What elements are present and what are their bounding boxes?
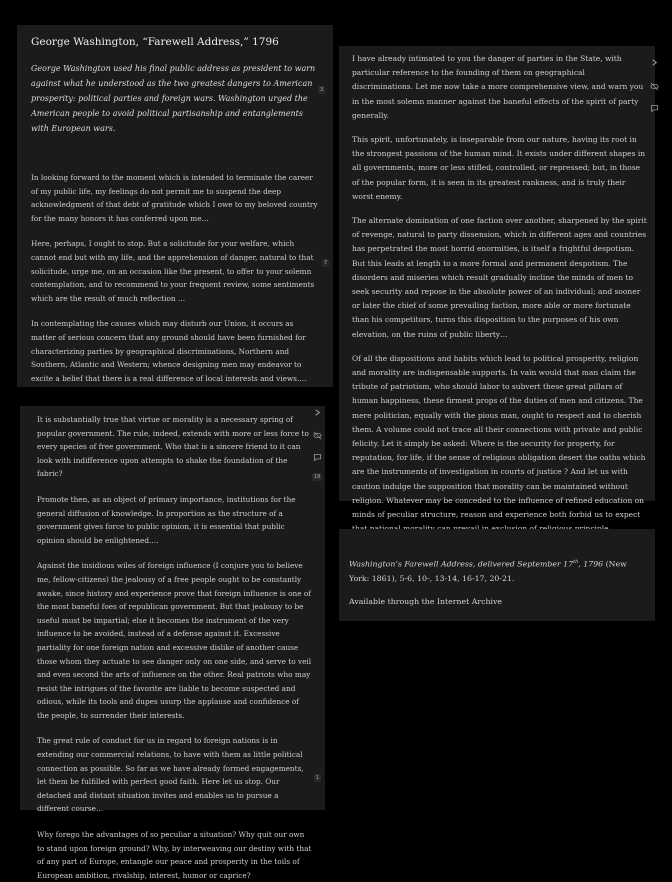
- annotation-count-badge[interactable]: 3: [320, 87, 324, 93]
- comment-icon[interactable]: [313, 453, 322, 462]
- excerpt-panel-1: [17, 25, 333, 387]
- paragraph: Of all the dispositions and habits which lead to political prosperity, religion and morality are indispensable supports. In vain would that man claim the tribute of patriotism, who should labor to subvert these great pillars of human happiness, these firmest props of the duties of men and citizens. The mere politician, equally with the pious man, ought to respect and to cherish them. A volume could not trace all their connections with private and public felicity. Let it simply be asked: Where is the security for property, for reputation, for life, if the sense of religious obligation desert the oaths which are the instruments of investigation in courts of justice ? And let us with caution indulge the supposition that morality can be maintained without religion. Whatever may be conceded to the influence of refined education on minds of peculiar structure, reason and experience both forbid us to expect: [352, 353, 646, 520]
- paragraph: This spirit, unfortunately, is inseparable from our nature, having its root in the strongest passions of the human mind. It exists under different shapes in all governments, more or less stifled, controlled, or repressed; but, in those of the popular form, it is seen in its greatest rankness, and is truly their worst enemy.: [352, 135, 646, 201]
- paragraph: Here, perhaps, I ought to stop. But a solicitude for your welfare, which cannot end but with my life, and the apprehension of danger, natural to that solicitude, urge me, on an occasion like the present, to offer to your solemn contemplation, and to recommend to your frequent review, some sentiments which are the result of much reflection …: [31, 239, 315, 303]
- annotation-count-badge[interactable]: 18: [314, 474, 321, 480]
- availability-note: Available through the Internet Archive: [349, 596, 502, 606]
- paragraph: It is substantially true that virtue or morality is a necessary spring of popular government. The rule, indeed, extends with more or less force to every species of free government. Who that is a sincere friend to it can look with indifference upon attempts to shake the foundation of the fabric?: [37, 415, 309, 479]
- annotation-count-badge[interactable]: 1: [316, 775, 320, 781]
- citation-year: , 1796: [578, 559, 604, 569]
- citation-superscript: th: [573, 559, 579, 565]
- citation-details: (New York: 1861), 5-6, 10-, 13-14, 16-17, 20-21.: [349, 559, 627, 584]
- hide-icon[interactable]: [650, 82, 659, 91]
- document-title: George Washington, “Farewell Address,” 1796: [31, 36, 279, 48]
- paragraph: I have already intimated to you the danger of parties in the State, with particular reference to the founding of them on geographical discriminations. Let me now take a more comprehensive view, and warn you in the most solemn manner against the baneful effects of the spirit of party generally.: [352, 54, 644, 120]
- paragraph: In contemplating the causes which may disturb our Union, it occurs as matter of serious concern that any ground should have been furnished for characterizing parties by geographical discriminations, Northern and Southern, Atlantic and Western; whence designing men may endeavor to excite a belief that there is a real difference of local interests and views….: [31, 319, 307, 383]
- citation-panel: [339, 529, 655, 621]
- annotation-count-badge[interactable]: 7: [324, 260, 328, 266]
- comment-icon[interactable]: [650, 104, 659, 113]
- paragraph: Against the insidious wiles of foreign influence (I conjure you to believe me, fellow-citizens) the jealousy of a free people ought to be constantly awake, since history and experience prove that foreign influence is one of the most baneful foes of republican government. But that jealousy to be useful must be impartial; else it becomes the instrument of the very influence to be avoided, instead of a defense against it. Excessive partiality for one foreign nation and excessive dislike of another cause those whom they actuate to see danger only on one side, and serve to veil and even second the arts of influence on the other. Real patriots who may resist the intrigues of the favorite are liable to become suspected and odious, while its tools and dupes usurp the applause and confidence of the people, to surrender their interests.: [37, 561, 312, 720]
- citation-title: Washington’s Farewell Address, delivered September 17: [349, 559, 574, 569]
- intro-paragraph: George Washington used his final public address as president to warn against what he understood as the two greatest dangers to American prosperity: political parties and foreign wars. Washington urged the American people to avoid political partisanship and entanglements with European wars.: [31, 64, 316, 133]
- paragraph: The alternate domination of one faction over another, sharpened by the spirit of revenge, natural to party dissension, which in different ages and countries has perpetrated the most horrid enormities, is itself a frightful despotism. But this leads at length to a more formal and permanent despotism. The disorders and miseries which result gradually incline the minds of men to seek security and repose in the absolute power of an individual; and sooner or later the chief of some prevailing faction, more able or more fortunate than his competitors, turns this disposition to the purposes of his own elevation, on the ruins of public liberty…: [352, 216, 647, 339]
- paragraph: Promote then, as an object of primary importance, institutions for the general diffusion of knowledge. In proportion as the structure of a government gives force to public opinion, it is essential that public opinion should be enlightened….: [37, 494, 296, 545]
- excerpt-panel-2: [20, 406, 325, 880]
- paragraph: Why forego the advantages of so peculiar a situation? Why quit our own to stand upon foreign ground? Why, by interweaving our destiny with that of any part of Europe, entangle our peace and prosperity in the toils of European ambition, rivalship, interest, humor or caprice?: [37, 830, 312, 880]
- collapse-icon[interactable]: [313, 408, 322, 417]
- collapse-icon[interactable]: [650, 58, 659, 67]
- paragraph: The great rule of conduct for us in regard to foreign nations is in extending our commercial relations, to have with them as little political connection as possible. So far as we have already formed engagements, let them be fulfilled with perfect good faith. Here let us stop. Our detached and distant situation invites and enables us to pursue a different course…: [37, 736, 304, 814]
- citation: [349, 555, 647, 587]
- hide-icon[interactable]: [313, 431, 322, 440]
- paragraph: In looking forward to the moment which is intended to terminate the career of my public life, my feelings do not permit me to suspend the deep acknowledgment of that debt of gratitude which I owe to my beloved country for the many honors it has conferred upon me…: [31, 173, 318, 223]
- excerpt-panel-3: [339, 46, 655, 520]
